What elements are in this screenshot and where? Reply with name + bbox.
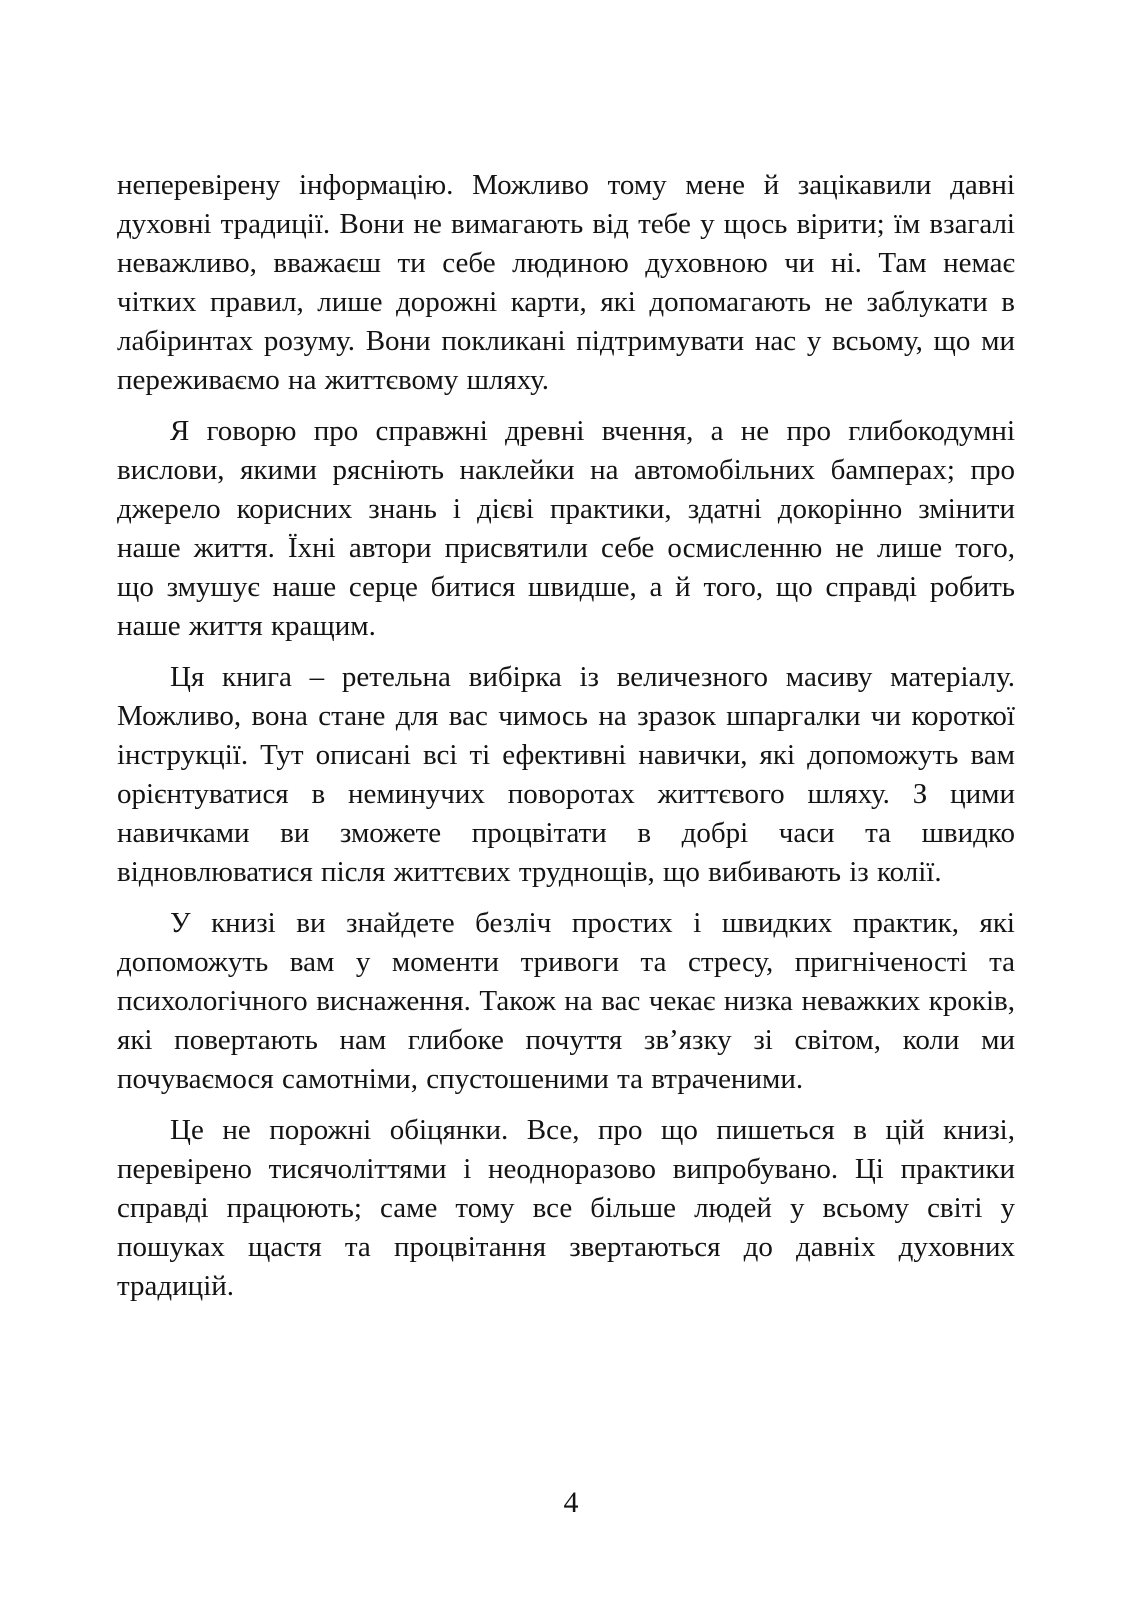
page-number: 4 bbox=[563, 1486, 579, 1519]
body-text bbox=[117, 166, 1015, 1318]
paragraph: Це не порожні обіцянки. Все, про що пишеться в цій книзі, перевірено тисячоліттями і неодноразово випробувано. Ці практики справді працюють; саме тому все більше людей у всьому світі у пошуках щастя та процвітання звертаються до давніх духовних традицій. bbox=[117, 1114, 1015, 1302]
paragraph: Ця книга – ретельна вибірка із величезного масиву матеріалу. Можливо, вона стане для вас чимось на зразок шпаргалки чи короткої інструкції. Тут описані всі ті ефективні навички, які допоможуть вам орієнтуватися в неминучих поворотах життєвого шляху. З цими навичками ви зможете процвітати в добрі часи та швидко відновлюватися після життєвих труднощів, що вибивають із колії. bbox=[117, 661, 1015, 888]
paragraph: Я говорю про справжні древні вчення, а не про глибокодумні вислови, якими рясніють наклейки на автомобільних бамперах; про джерело корисних знань і дієві практики, здатні докорінно змінити наше життя. Їхні автори присвятили себе осмисленню не лише того, що змушує наше серце битися швидше, а й того, що справді робить наше життя кращим. bbox=[117, 415, 1015, 642]
paragraph-continuation: неперевірену інформацію. Можливо тому мене й зацікавили давні духовні традиції. Вони не вимагають від тебе у щось вірити; їм взагалі неважливо, вважаєш ти себе людиною духовною чи ні. Там немає чітких правил, лише дорожні карти, які допомагають не заблукати в лабіринтах розуму. Вони покликані підтримувати нас у всьому, що ми переживаємо на життєвому шляху. bbox=[117, 169, 1015, 396]
paragraph: У книзі ви знайдете безліч простих і швидких практик, які допоможуть вам у моменти тривоги та стресу, пригніченості та психологічного виснаження. Також на вас чекає низка неважких кроків, які повертають нам глибоке почуття зв’язку зі світом, коли ми почуваємося самотніми, спустошеними та втраченими. bbox=[117, 907, 1015, 1095]
